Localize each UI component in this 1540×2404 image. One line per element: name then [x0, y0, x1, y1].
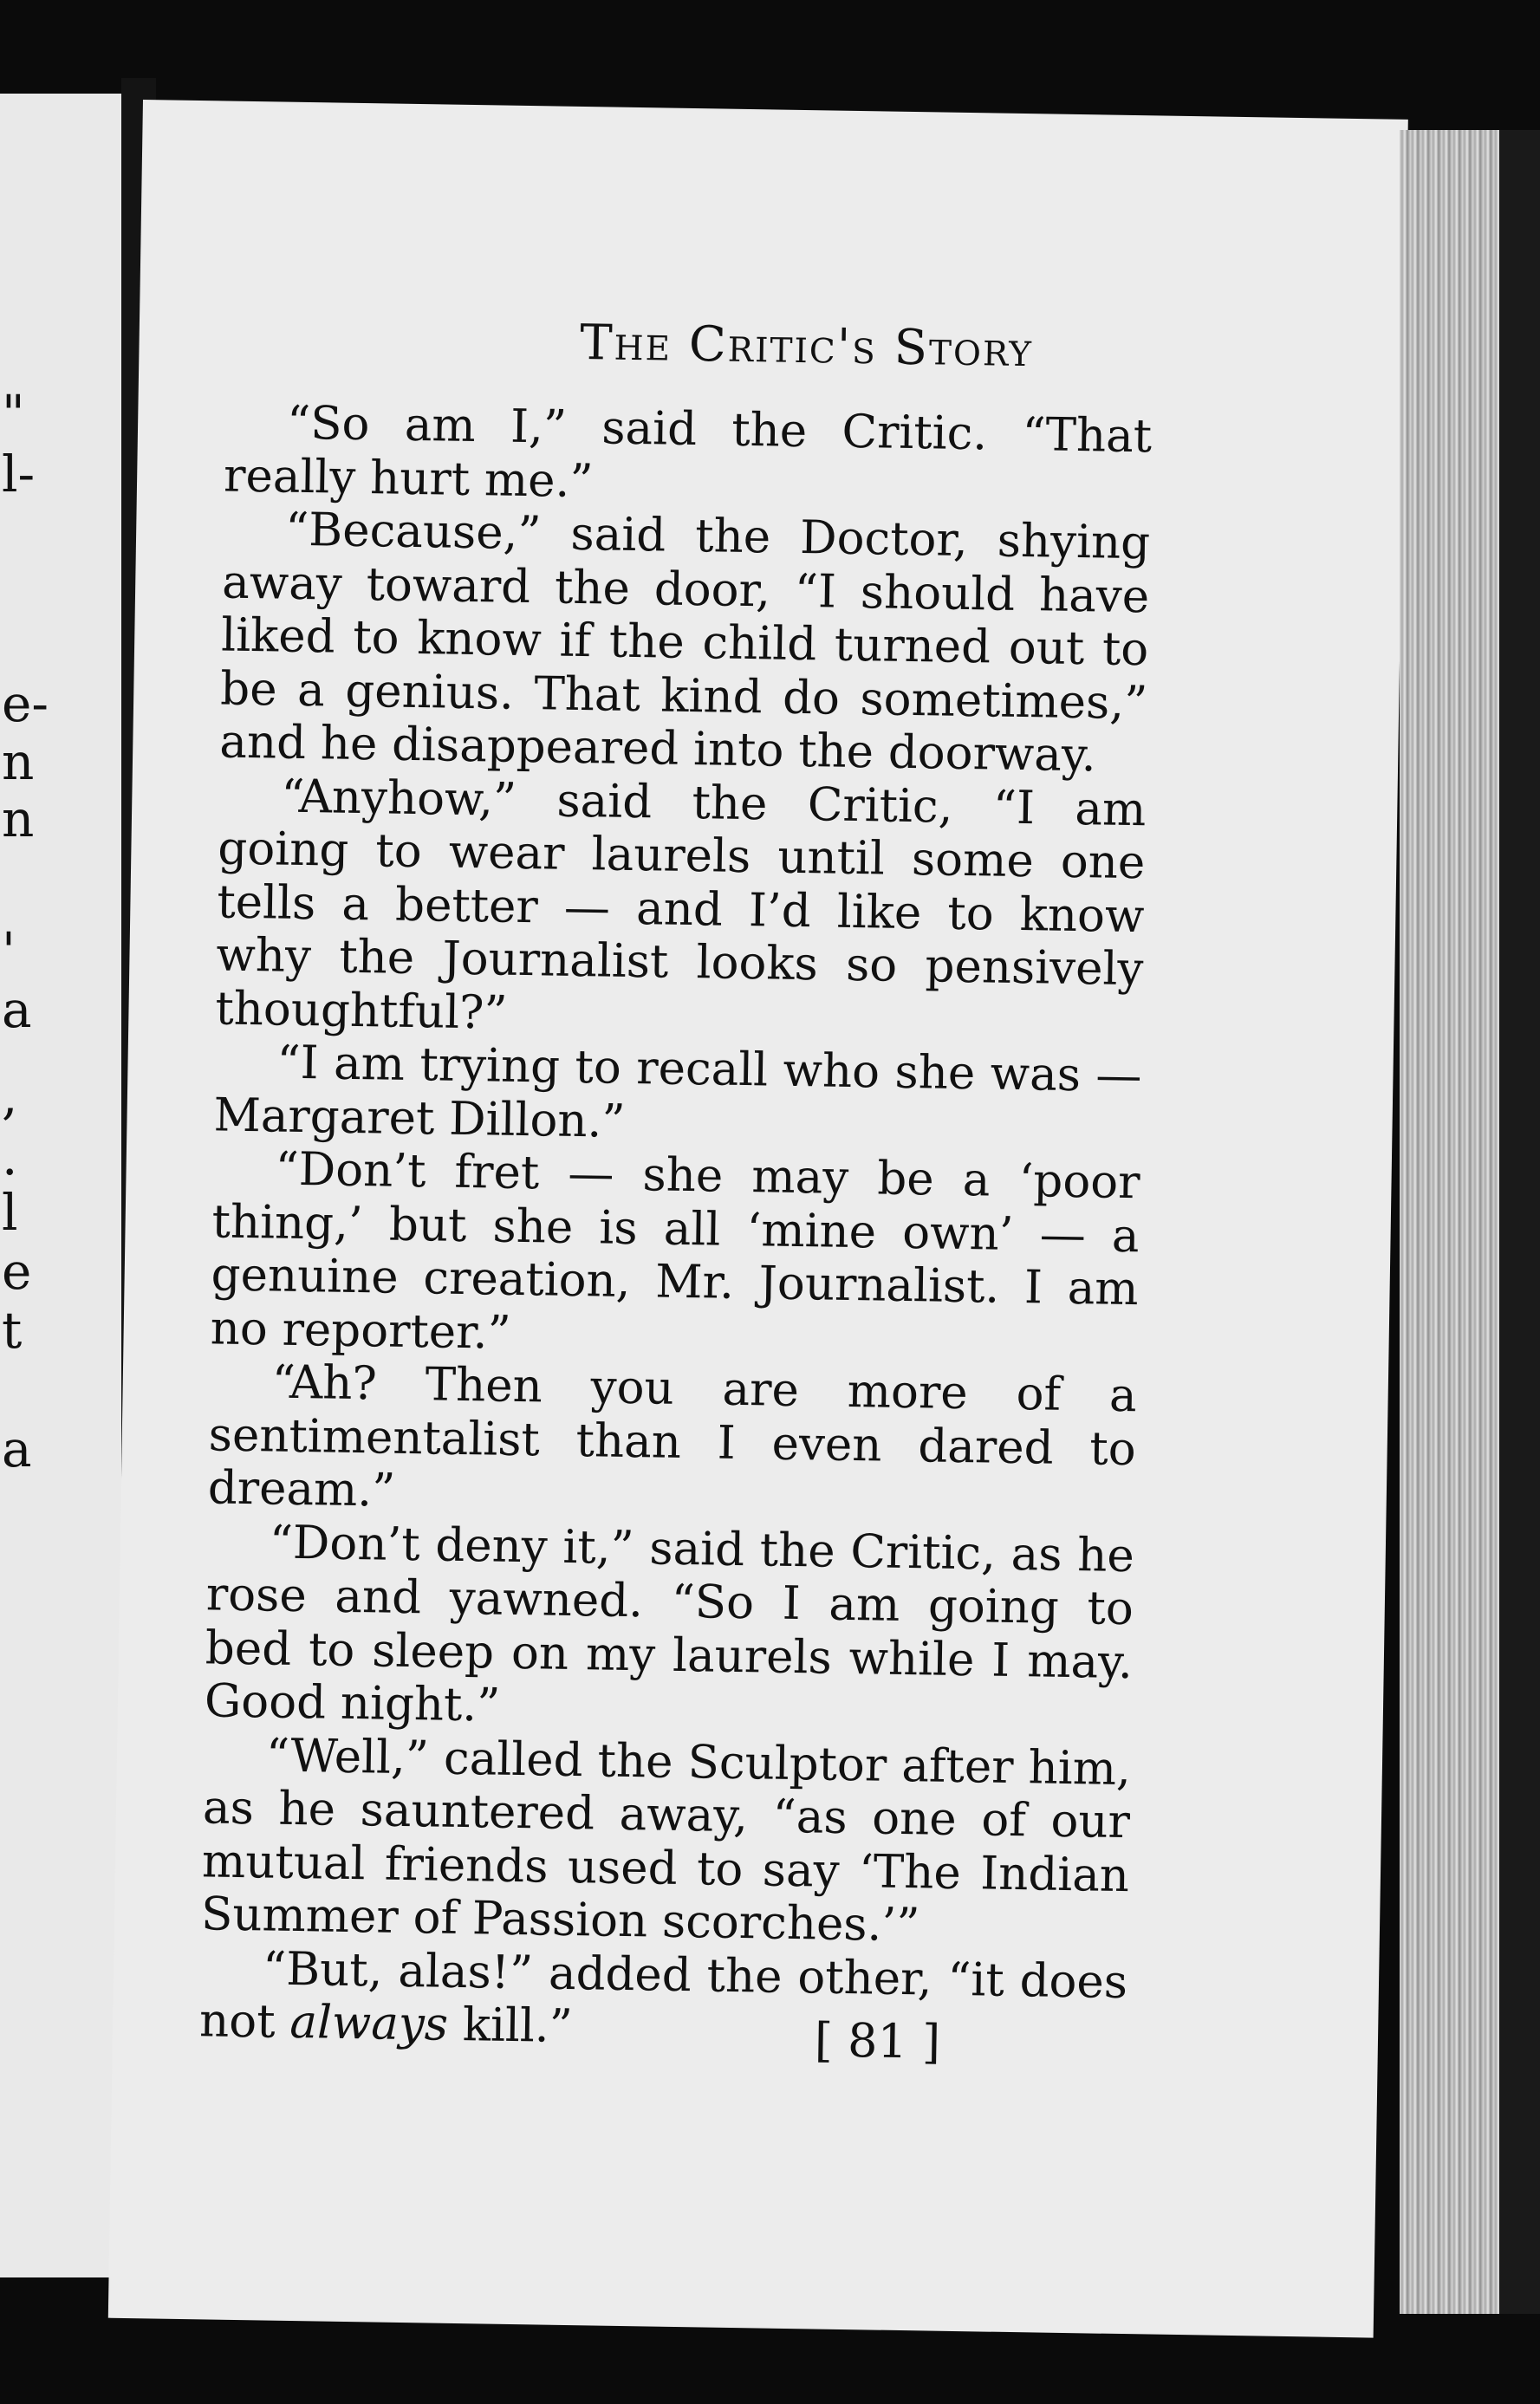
facing-page-fragment: l-: [2, 445, 36, 504]
body-text: [199, 396, 1153, 2063]
facing-page-fragment: n: [2, 732, 35, 791]
paragraph: “Don’t fret — she may be a ‘poor thing,’ but she is all ‘mine own’ — a genuine creation, Mr. Journalist. I am no reporter.”: [210, 1142, 1140, 1360]
facing-page-fragment: t: [2, 1301, 23, 1360]
facing-page-fragment: n: [2, 789, 35, 848]
facing-page-fragment: ': [2, 921, 16, 980]
paragraph: [199, 1941, 1128, 2063]
facing-page-fragment: e-: [2, 674, 49, 733]
book-cover-edge: [1499, 130, 1540, 2314]
running-head: The Critic's Story: [579, 314, 1034, 379]
facing-page-fragment: a: [2, 980, 32, 1039]
paragraph: “Don’t deny it,” said the Critic, as he rose and yawned. “So I am going to bed to sleep on my laurels while I may. Good night.”: [204, 1516, 1135, 1732]
facing-page-edge: [0, 94, 121, 2277]
facing-page-fragment: ": [2, 384, 25, 443]
paragraph: “So am I,” said the Critic. “That really hurt me.”: [223, 396, 1153, 508]
paragraph: “Well,” called the Sculptor after him, as he sauntered away, “as one of our mutual friends used to say ‘The Indian Summer of Passion scorches.’”: [200, 1728, 1132, 1952]
facing-page-fragment: .: [2, 1127, 18, 1186]
italic-word: always: [289, 1995, 449, 2051]
paragraph: “Ah? Then you are more of a sentimentalist than I even dared to dream.”: [207, 1355, 1138, 1517]
page-number: [ 81 ]: [814, 2012, 941, 2069]
book-page: [108, 100, 1408, 2338]
page-edges: [1400, 130, 1504, 2314]
paragraph: “Because,” said the Doctor, shying away toward the door, “I should have liked to know if the child turned out to be a genius. That kind do sometimes,” and he disappeared into the doorway.: [218, 503, 1151, 783]
paragraph: “I am trying to recall who she was — Margaret Dillon.”: [213, 1036, 1142, 1148]
facing-page-fragment: l: [2, 1183, 18, 1242]
paragraph: “Anyhow,” said the Critic, “I am going to wear laurels until some one tells a better — and I’d like to know why the Journalist looks so pensively thoughtful?”: [215, 770, 1147, 1040]
facing-page-fragment: ,: [2, 1067, 18, 1126]
paragraph-text: kill.”: [447, 1998, 574, 2054]
paragraph-text: “But, alas!” added the other, “it does not: [198, 1941, 1128, 2049]
facing-page-fragment: e: [2, 1242, 32, 1301]
facing-page-fragment: a: [2, 1420, 32, 1478]
